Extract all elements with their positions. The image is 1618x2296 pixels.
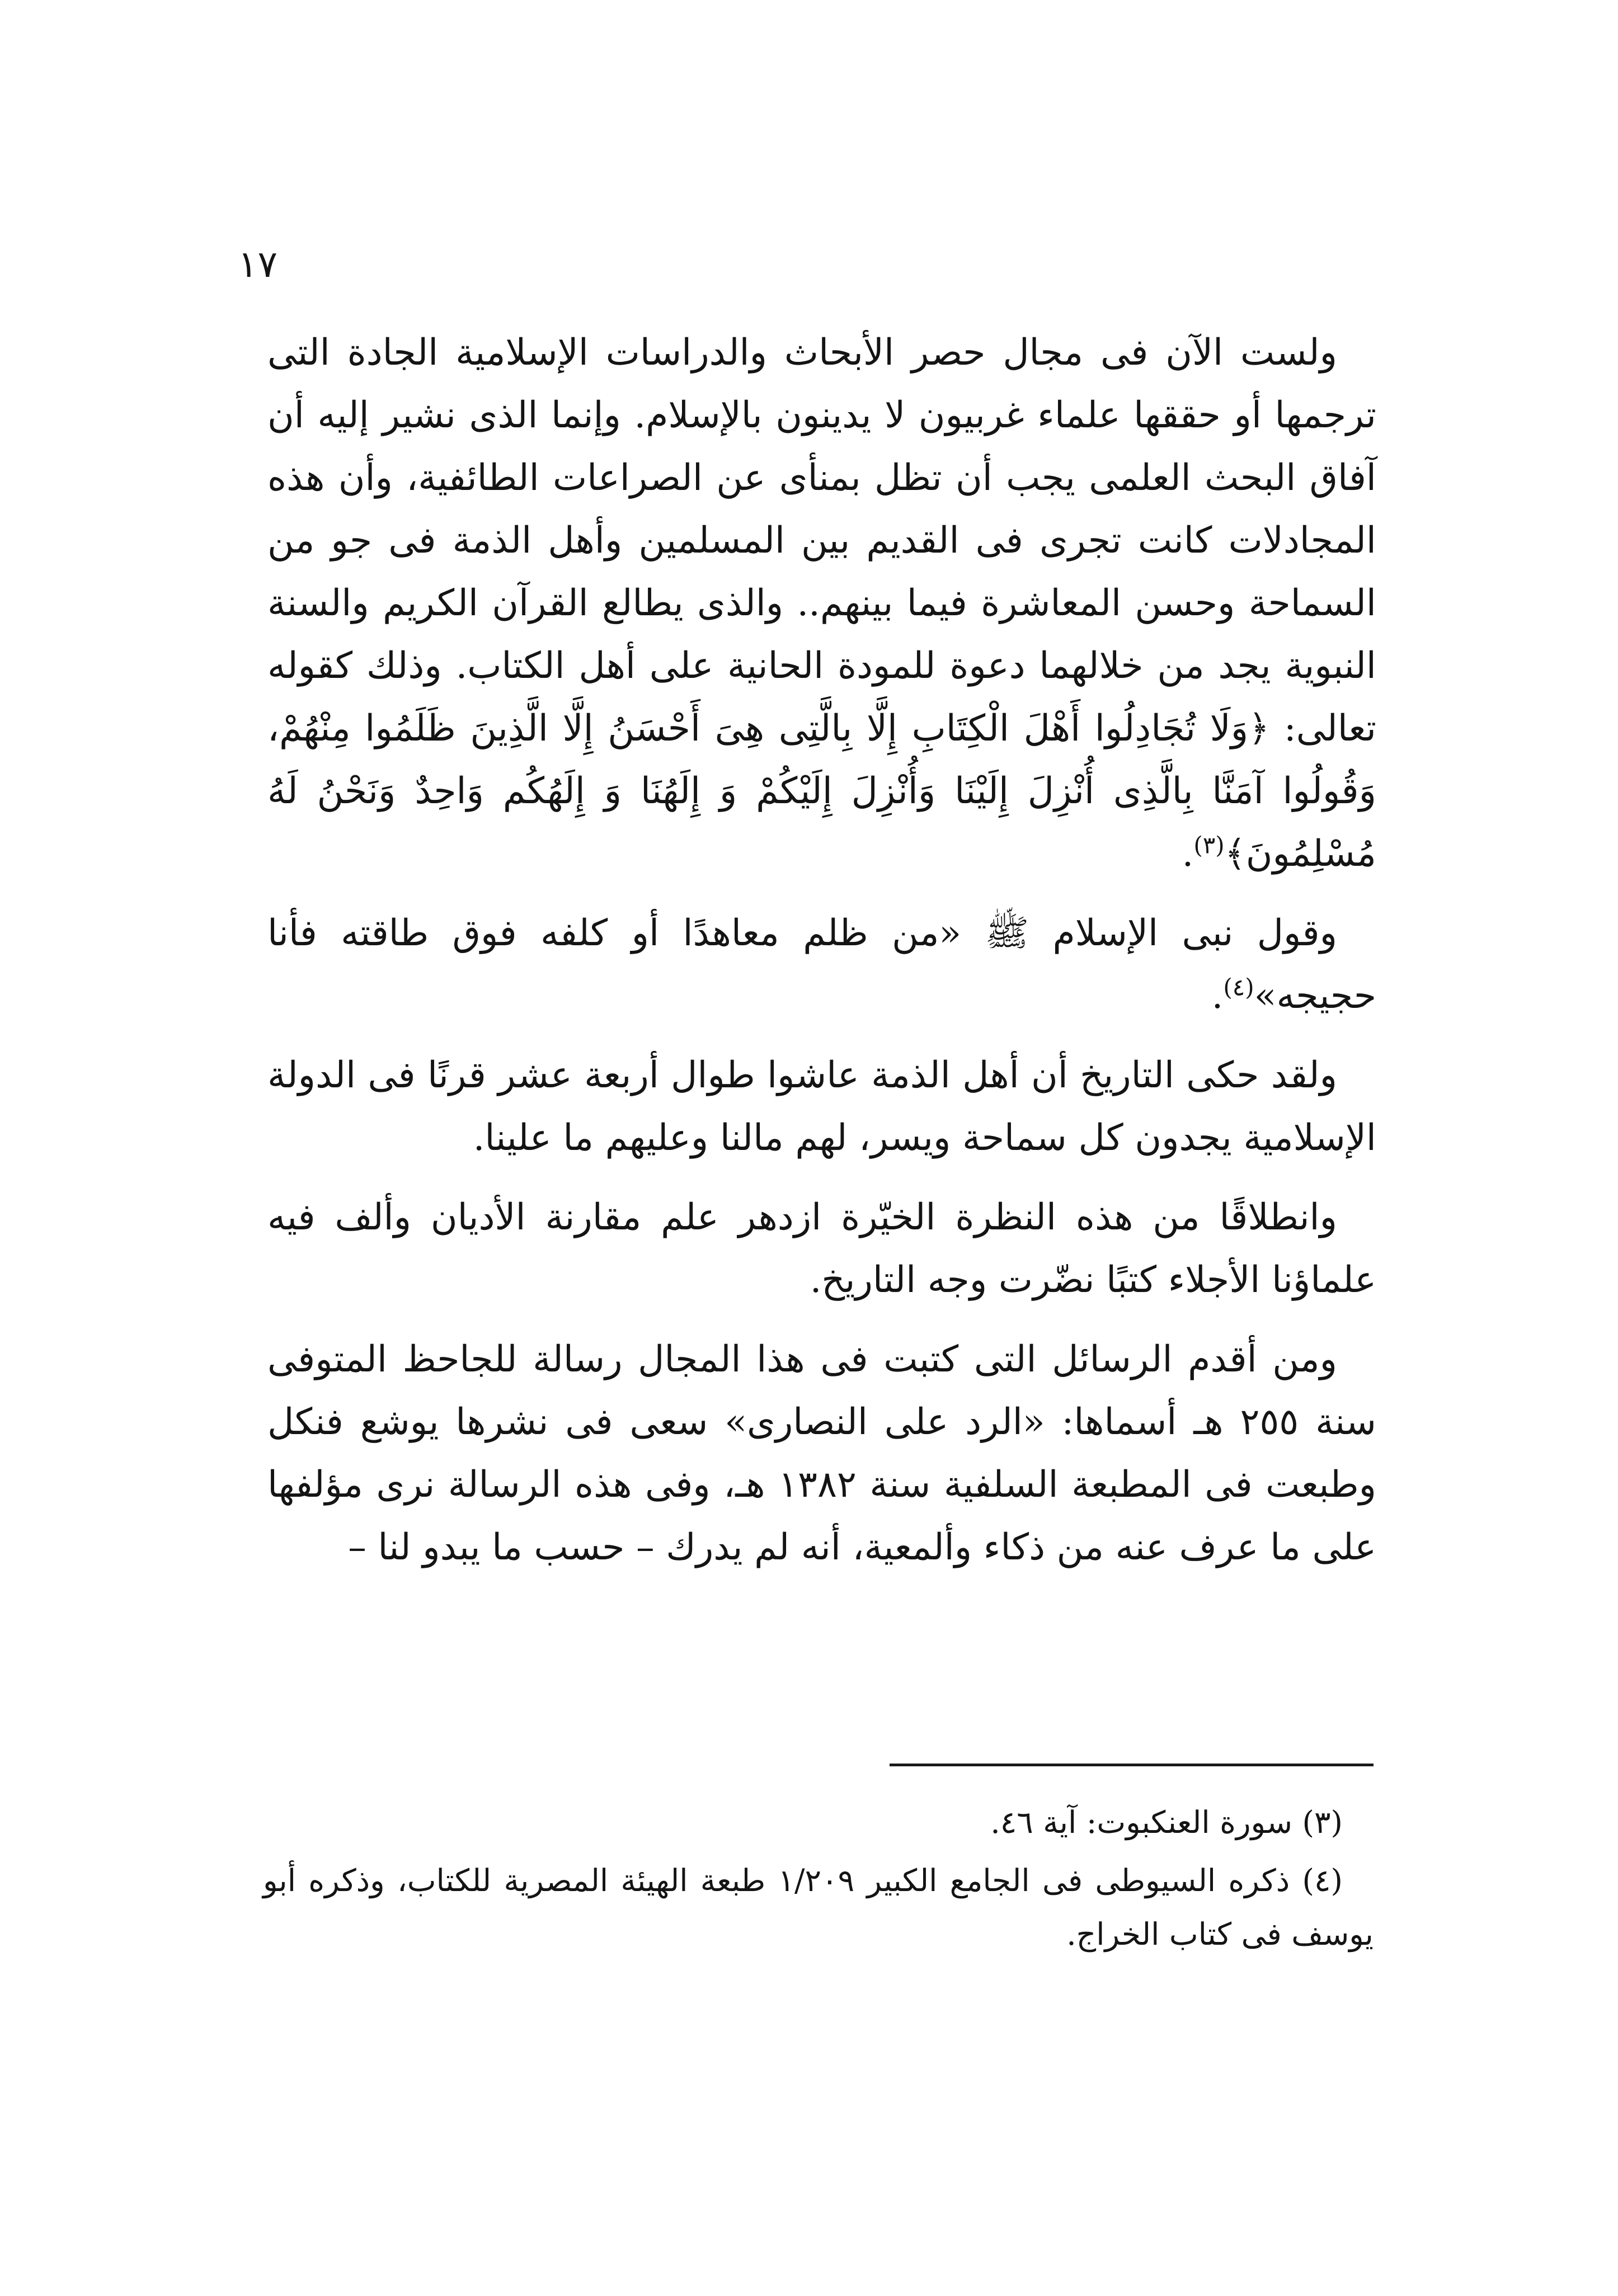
footnote-ref-3: (٣): [1193, 831, 1225, 859]
footnote-ref-4: (٤): [1223, 973, 1254, 1001]
paragraph-3: ولقد حكى التاريخ أن أهل الذمة عاشوا طوال أربعة عشر قرنًا فى الدولة الإسلامية يجدون كل سماحة ويسر، لهم مالنا وعليهم ما علينا.: [267, 1054, 1376, 1159]
paragraph-4: وانطلاقًا من هذه النظرة الخيّرة ازدهر علم مقارنة الأديان وألف فيه علماؤنا الأجلاء كتبًا نضّرت وجه التاريخ.: [267, 1196, 1376, 1301]
paragraph-5: ومن أقدم الرسائل التى كتبت فى هذا المجال رسالة للجاحظ المتوفى سنة ٢٥٥ هـ أسماها: «الرد على النصارى» سعى فى نشرها يوشع فنكل وطبعت فى المطبعة السلفية سنة ١٣٨٢ هـ، وفى هذه الرسالة نرى مؤلفها على ما عرف عنه من ذكاء وألمعية، أنه لم يدرك – حسب ما يبدو لنا –: [267, 1338, 1377, 1568]
footnote-4: (٤) ذكره السيوطى فى الجامع الكبير ١/٢٠٩ طبعة الهيئة المصرية للكتاب، وذكره أبو يوسف فى كتاب الخراج.: [263, 1863, 1374, 1952]
paragraph-1-text: ولست الآن فى مجال حصر الأبحاث والدراسات الإسلامية الجادة التى ترجمها أو حققها علماء غربيون لا يدينون بالإسلام. وإنما الذى نشير إليه أن آفاق البحث العلمى يجب أن تظل بمنأى عن الصراعات الطائفية، وأن هذه المجادلات كانت تجرى فى القديم بين المسلمين وأهل الذمة فى جو من السماحة وحسن المعاشرة فيما بينهم.. والذى يطالع القرآن الكريم والسنة النبوية يجد من خلالهما دعوة للمودة الحانية على أهل الكتاب. وذلك كقوله تعالى: ﴿وَلَا تُجَادِلُوا أَهْلَ الْكِتَابِ إِلَّا بِالَّتِى هِىَ أَحْسَنُ إِلَّا الَّذِينَ ظَلَمُوا مِنْهُمْ، وَقُولُوا آمَنَّا بِالَّذِى أُنْزِلَ إِلَيْنَا وَأُنْزِلَ إِلَيْكُمْ وَ إِلَهُنَا وَ إِلَهُكُم وَاحِدٌ وَنَحْنُ لَهُ مُسْلِمُونَ﴾: [267, 332, 1376, 875]
page-number: ١٧: [238, 243, 277, 286]
paragraph-1: ولست الآن فى مجال حصر الأبحاث والدراسات الإسلامية الجادة التى ترجمها أو حققها علماء غربيون لا يدينون بالإسلام. وإنما الذى نشير إليه أن آفاق البحث العلمى يجب أن تظل بمنأى عن الصراعات الطائفية، وأن هذه المجادلات كانت تجرى فى القديم بين المسلمين وأهل الذمة فى جو من السماحة وحسن المعاشرة فيما بينهم.. والذى يطالع القرآن الكريم والسنة النبوية يجد من خلالهما دعوة للمودة الحانية على أهل الكتاب. وذلك كقوله تعالى: ﴿وَلَا تُجَادِلُوا أَهْلَ الْكِتَابِ إِلَّا بِالَّتِى هِىَ أَحْسَنُ إِلَّا الَّذِينَ ظَلَمُوا مِنْهُمْ، وَقُولُوا آمَنَّا بِالَّذِى أُنْزِلَ إِلَيْنَا وَأُنْزِلَ إِلَيْكُمْ وَ إِلَهُنَا وَ إِلَهُكُم وَاحِدٌ وَنَحْنُ لَهُ مُسْلِمُونَ﴾$^{(٣)}$.: [267, 332, 1376, 875]
footnotes: [263, 1795, 1374, 1965]
paragraph-2-text: وقول نبى الإسلام ﷺ «من ظلم معاهدًا أو كلفه فوق طاقته فأنا حجيجه»: [267, 912, 1376, 1017]
paragraph-2: وقول نبى الإسلام ﷺ «من ظلم معاهدًا أو كلفه فوق طاقته فأنا حجيجه»$^{(٤)}$.: [267, 912, 1376, 1017]
footnote-3: (٣) سورة العنكبوت: آية ٤٦.: [990, 1804, 1343, 1840]
main-text: [267, 322, 1376, 1596]
footnote-divider: [890, 1764, 1374, 1766]
